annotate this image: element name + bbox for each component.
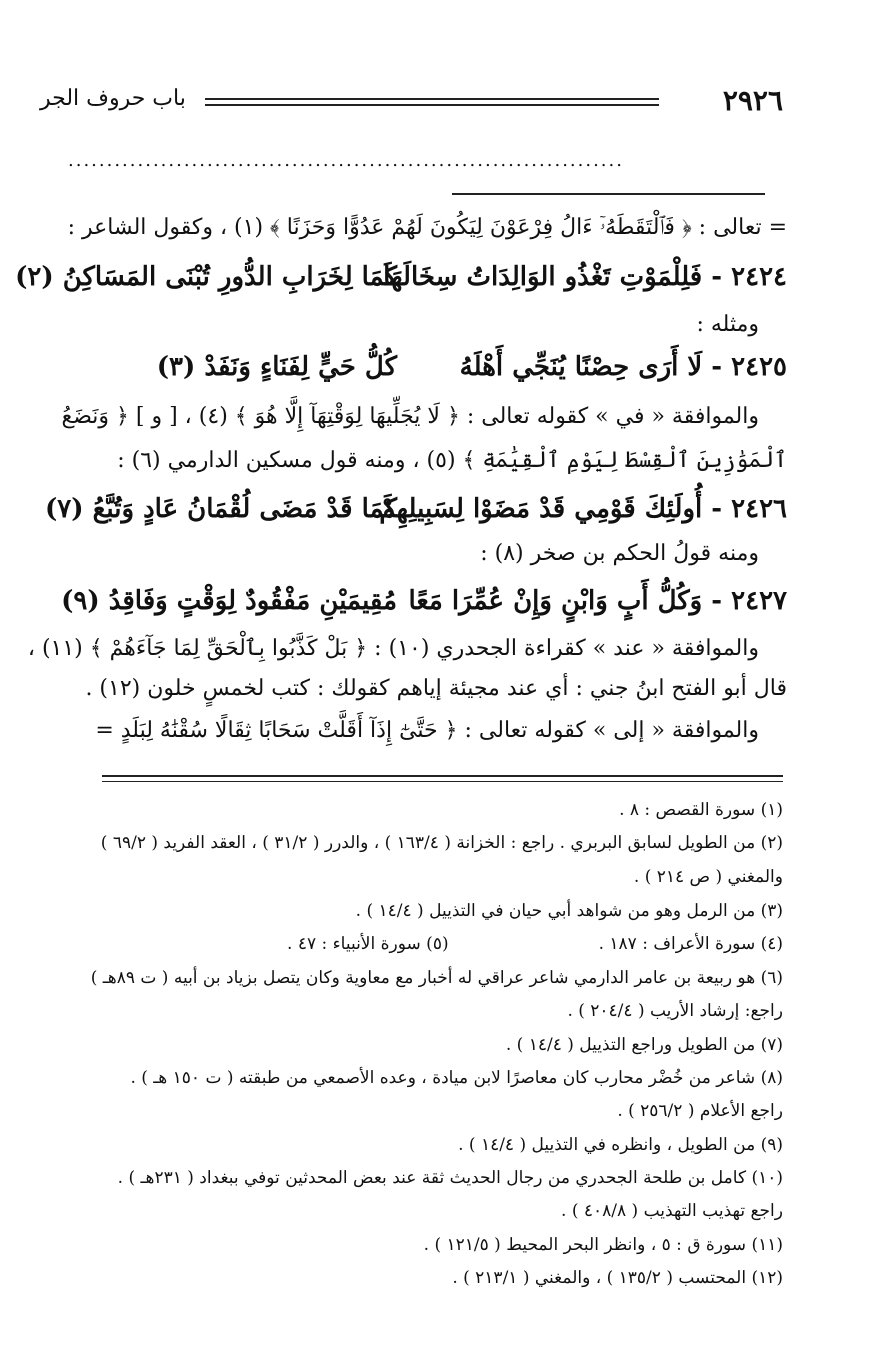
footnote-12: (١٢) المحتسب ( ١٣٥/٢ ) ، والمغني ( ٢١٣/١ ) . xyxy=(452,1268,783,1288)
footnote-11: (١١) سورة ق : ٥ ، وانظر البحر المحيط ( ١٢١/٥ ) . xyxy=(423,1235,783,1255)
verse-2424-first-hemistich: ٢٤٢٤ - فَلِلْمَوْتِ تَغْذُو الوَالِدَاتُ سِخَالَهَا xyxy=(383,262,787,292)
footnote-6-cont: راجع: إرشاد الأريب ( ٢٠٤/٤ ) . xyxy=(567,1001,783,1021)
footnote-8-cont: راجع الأعلام ( ٢٥٦/٢ ) . xyxy=(617,1101,783,1121)
footnote-separator xyxy=(102,775,783,777)
footnote-6: (٦) هو ربيعة بن عامر الدارمي شاعر عراقي له أخبار مع معاوية وكان يتصل بزياد بن أبيه ( ت ٨٩هـ ) xyxy=(90,968,783,988)
verse-2427 xyxy=(40,586,787,616)
footnote-5: (٥) سورة الأنبياء : ٤٧ . xyxy=(287,934,449,954)
text-line-11: قال أبو الفتح ابنُ جني : أي عند مجيئة إياهم كقولك : كتب لخمسٍ خلون (١٢) . xyxy=(85,676,787,701)
footnote-9: (٩) من الطويل ، وانظره في التذييل ( ١٤/٤ ) . xyxy=(458,1135,783,1155)
verse-2424-second-hemistich: كَمَا لِخَرَابِ الدُّورِ تُبْنَى المَسَاكِنُ (٢) xyxy=(15,262,397,292)
header-rule-double xyxy=(205,104,659,106)
verse-2427-second-hemistich: مُقِيمَيْنِ مَفْقُودٌ لِوَقْتٍ وَفَاقِدُ (٩) xyxy=(61,586,397,616)
footnote-separator-thin xyxy=(102,781,783,782)
text-line-6: ٱلْمَوَٰزِينَ ٱلْقِسْطَ لِيَوْمِ ٱلْقِيَٰمَةِ ﴾ (٥) ، ومنه قول مسكين الدارمي (٦) : xyxy=(117,448,787,473)
text-line-1: = تعالى : ﴿ فَٱلْتَقَطَهُۥٓ ءَالُ فِرْعَوْنَ لِيَكُونَ لَهُمْ عَدُوًّا وَحَزَنًا ﴾ (١) ، وكقول الشاعر : xyxy=(67,215,787,240)
running-title: باب حروف الجر xyxy=(40,86,186,111)
header-rule xyxy=(205,98,659,100)
verse-2425 xyxy=(40,352,787,382)
verse-2425-second-hemistich: كُلُّ حَيٍّ لِفَنَاءٍ وَنَفَدْ (٣) xyxy=(156,352,397,382)
page-number: ٢٩٢٦ xyxy=(722,84,783,117)
verse-2426 xyxy=(40,494,787,524)
footnote-1: (١) سورة القصص : ٨ . xyxy=(619,800,783,820)
verse-2426-second-hemistich: كَمَا قَدْ مَضَى لُقْمَانُ عَادٍ وَتُبَّعُ (٧) xyxy=(44,494,397,524)
text-line-10: والموافقة « عند » كقراءة الجحدري (١٠) : ﴿ بَلْ كَذَّبُوا بِٱلْحَقِّ لِمَا جَآءَهُمْ ﴾ (١١) ، xyxy=(27,636,759,661)
verse-2425-first-hemistich: ٢٤٢٥ - لَا أَرَى حِصْنًا يُنَجِّي أَهْلَهُ xyxy=(459,352,787,382)
footnote-2-cont: والمغني ( ص ٢١٤ ) . xyxy=(633,867,783,887)
verse-2426-first-hemistich: ٢٤٢٦ - أُولَئِكَ قَوْمِي قَدْ مَضَوْا لِسَبِيلِهِمْ xyxy=(379,494,787,524)
continuation-rule xyxy=(452,193,765,195)
footnote-8: (٨) شاعر من خُضْر محارب كان معاصرًا لابن ميادة ، وعده الأصمعي من طبقته ( ت ١٥٠ هـ ) . xyxy=(130,1068,783,1088)
footnote-3: (٣) من الرمل وهو من شواهد أبي حيان في التذييل ( ١٤/٤ ) . xyxy=(355,901,783,921)
text-line-5: والموافقة « في » كقوله تعالى : ﴿ لَا يُجَلِّيهَا لِوَقْتِهَآ إِلَّا هُوَ ﴾ (٤) ، [ و ] ﴿ وَنَضَعُ xyxy=(61,404,759,429)
footnote-4-5-row xyxy=(60,934,783,954)
footnote-4: (٤) سورة الأعراف : ١٨٧ . xyxy=(598,934,783,954)
footnote-10-cont: راجع تهذيب التهذيب ( ٤٠٨/٨ ) . xyxy=(561,1201,783,1221)
text-line-3: ومثله : xyxy=(696,312,759,337)
text-line-12: والموافقة « إلى » كقوله تعالى : ﴿ حَتَّىٰٓ إِذَآ أَقَلَّتْ سَحَابًا ثِقَالًا سُقْنَٰهُ لِبَلَدٍ = xyxy=(95,718,759,743)
footnote-2: (٢) من الطويل لسابق البربري . راجع : الخزانة ( ١٦٣/٤ ) ، والدرر ( ٣١/٢ ) ، العقد الفريد ( ٦٩/٢ ) xyxy=(100,833,783,853)
dotted-separator: ........................................................................ xyxy=(68,150,624,171)
verse-2427-first-hemistich: ٢٤٢٧ - وَكُلُّ أَبٍ وَابْنٍ وَإِنْ عُمِّرَا مَعًا xyxy=(408,586,787,616)
verse-2424 xyxy=(15,262,787,292)
footnote-10: (١٠) كامل بن طلحة الجحدري من رجال الحديث ثقة عند بعض المحدثين توفي ببغداد ( ٢٣١هـ ) . xyxy=(117,1168,783,1188)
footnote-7: (٧) من الطويل وراجع التذييل ( ١٤/٤ ) . xyxy=(505,1035,783,1055)
text-line-8: ومنه قولُ الحكم بن صخر (٨) : xyxy=(480,541,759,566)
